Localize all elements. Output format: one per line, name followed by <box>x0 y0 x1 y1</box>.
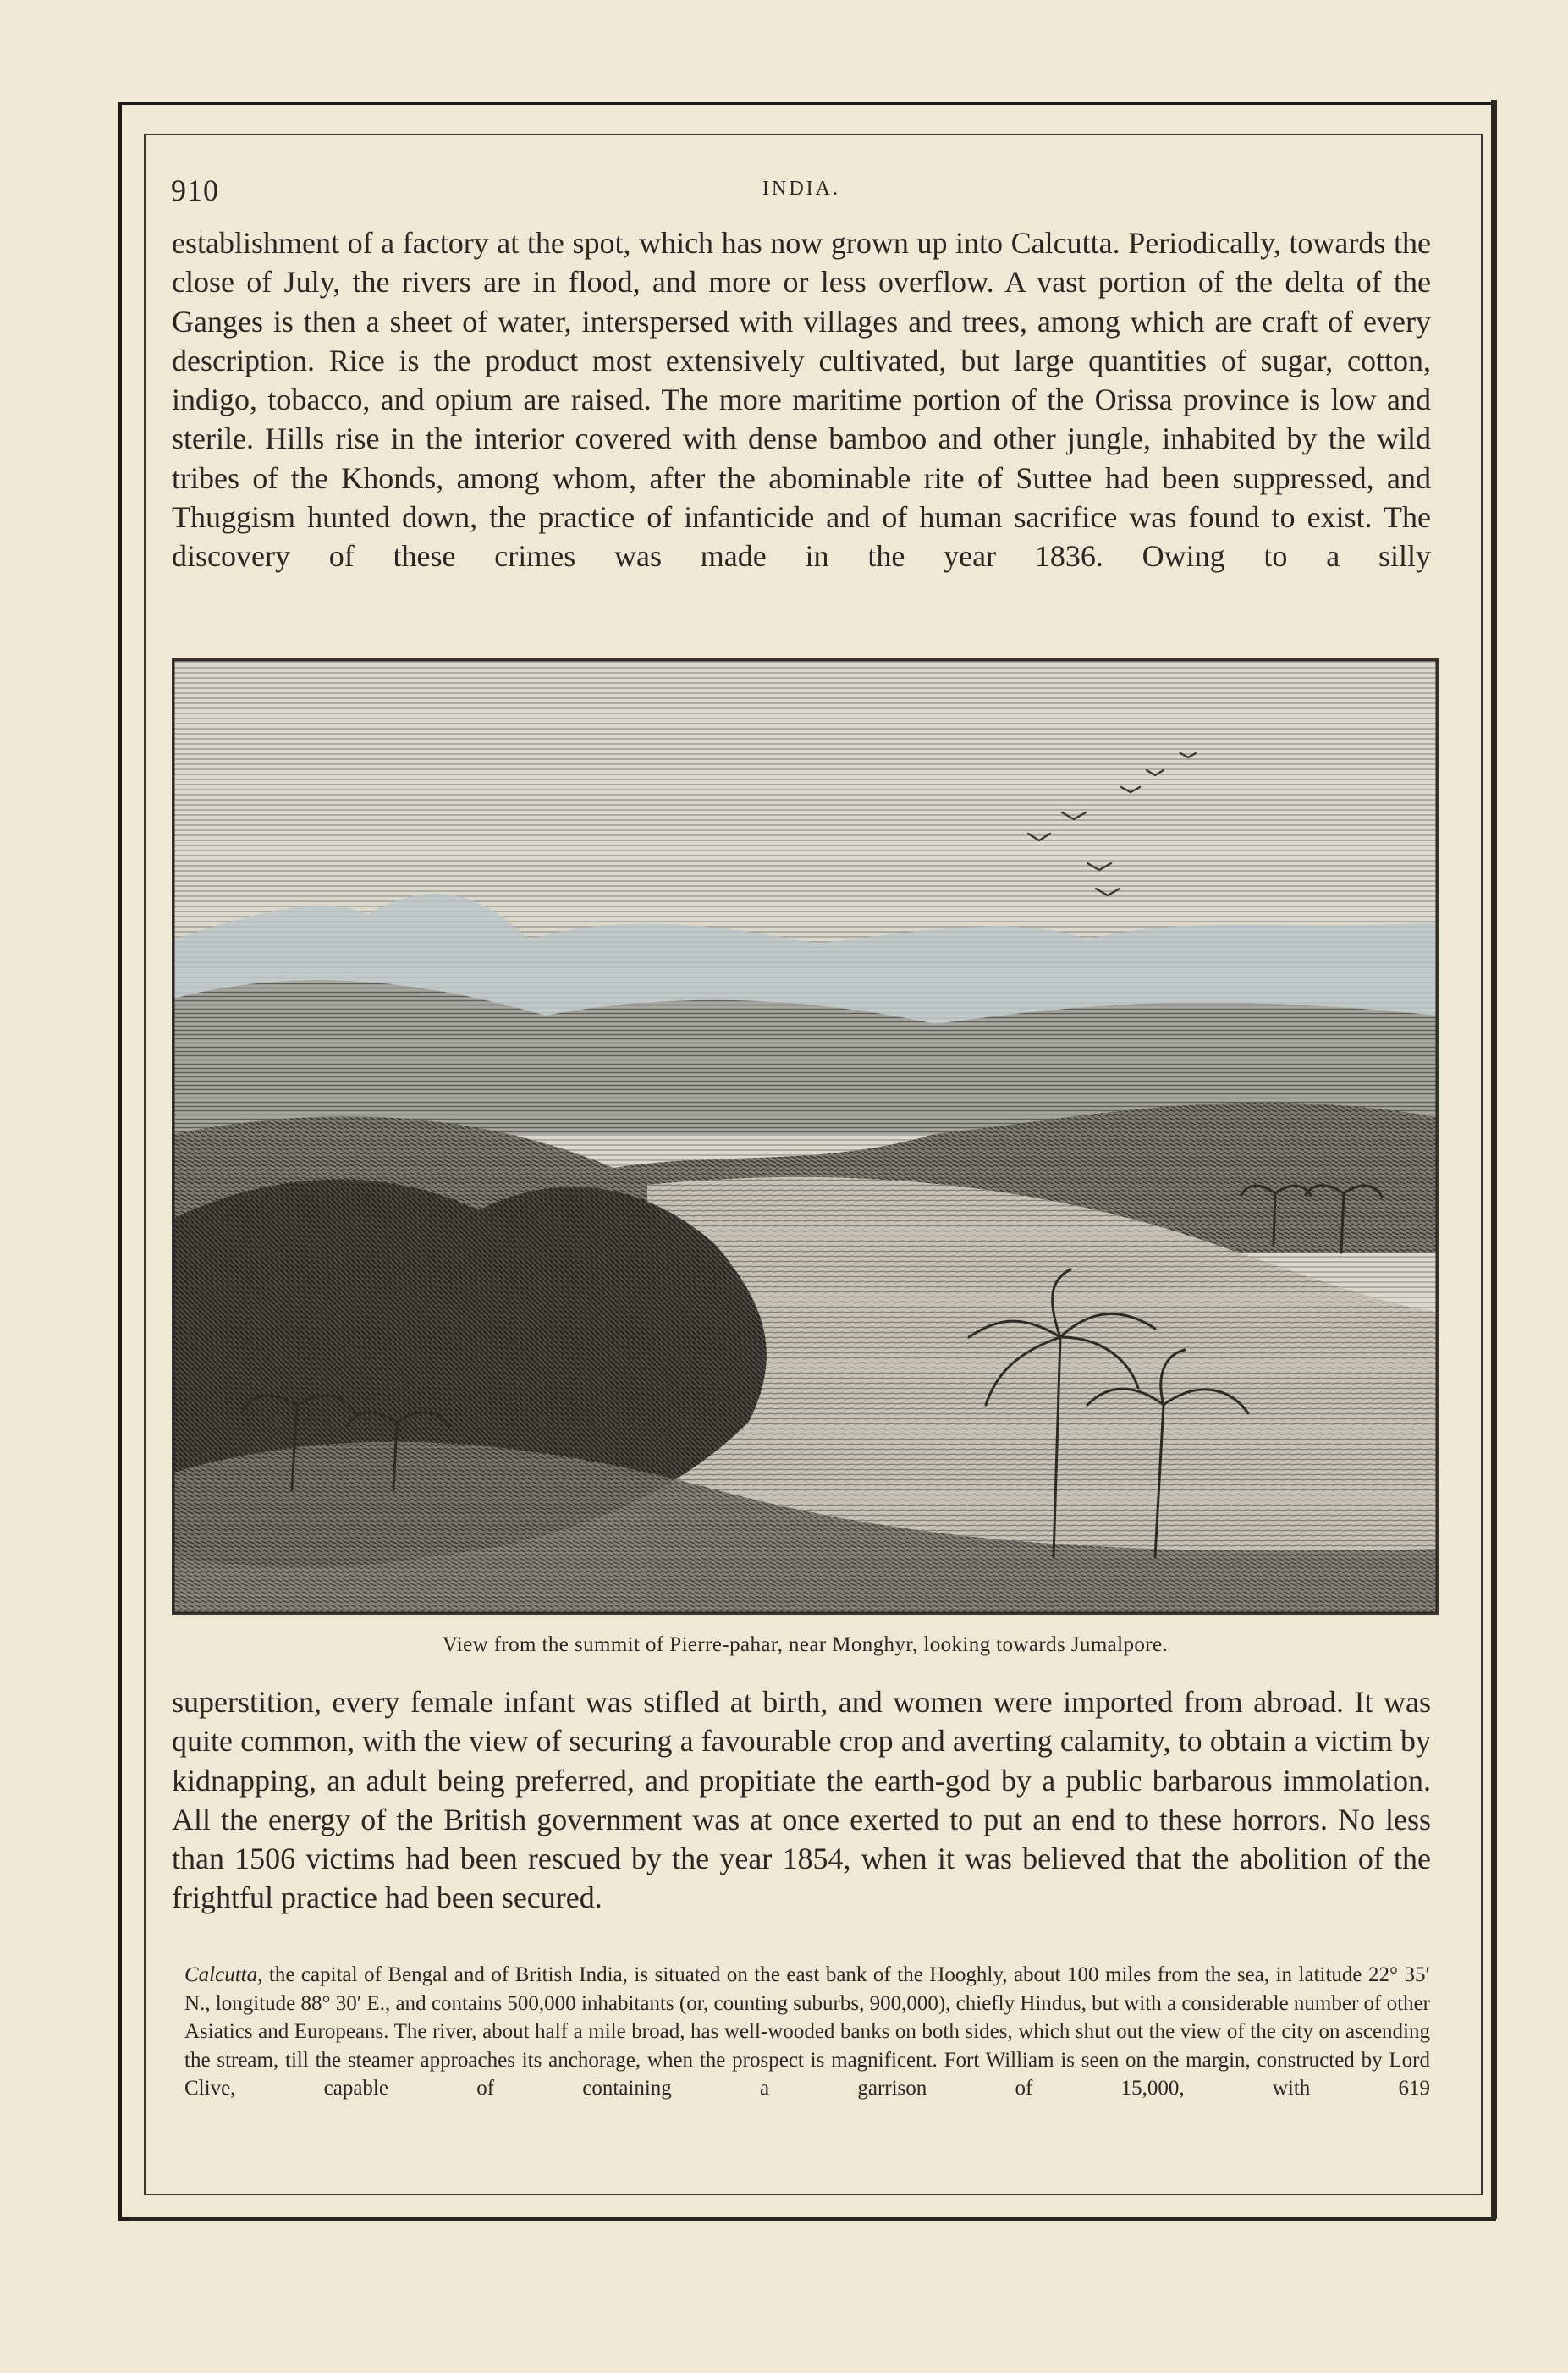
page-header <box>171 169 1432 212</box>
landscape-engraving-icon <box>173 660 1437 1613</box>
page-number: 910 <box>171 173 219 207</box>
body-paragraph-bottom: superstition, every female infant was stifled at birth, and women were imported from abroad. It was quite common, with the view of securing a favourable crop and averting calamity, to obtain a victim by kidnapping, an adult being preferred, and propitiate the earth-god by a public barbarous immolation. All the energy of the British government was at once exerted to put an end to these horrors. No less than 1506 victims had been rescued by the year 1854, when it was believed that the abolition of the frightful practice had been secured. <box>172 1685 1431 1915</box>
footnote-paragraph <box>184 1961 1430 2103</box>
body-paragraph-top: establishment of a factory at the spot, which has now grown up into Calcutta. Periodically, towards the close of July, the rivers are in flood, and more or less overflow. A vast portion of the delta of the Ganges is then a sheet of water, interspersed with villages and trees, among which are craft of every description. Rice is the product most extensively cultivated, but large quantities of sugar, cotton, indigo, tobacco, and opium are raised. The more maritime portion of the Orissa province is low and sterile. Hills rise in the interior covered with dense bamboo and other jungle, inhabited by the wild tribes of the Khonds, among whom, after the abominable rite of Suttee had been suppressed, and Thuggism hunted down, the practice of infanticide and of human sacrifice was found to exist. The discovery of these crimes was made in the year 1836. Owing to a silly <box>172 226 1431 574</box>
footnote-text: the capital of Bengal and of British India, is situated on the east bank of the Hooghly, about 100 miles from the sea, in latitude 22° 35′ N., longitude 88° 30′ E., and contains 500,000 inhabitants (or, counting suburbs, 900,000), chiefly Hindus, but with a considerable number of other Asiatics and Europeans. The river, about half a mile broad, has well-wooded banks on both sides, which shut out the view of the city on ascending the stream, till the steamer approaches its anchorage, when the prospect is magnificent. Fort William is seen on the margin, constructed by Lord Clive, capable of containing a garrison of 15,000, with 619 <box>184 1963 1430 2100</box>
landscape-figure <box>172 658 1439 1615</box>
page-frame-shadow-right <box>1491 100 1497 2219</box>
page-frame-shadow-bottom <box>129 2217 1496 2221</box>
running-title: INDIA. <box>762 178 840 200</box>
footnote-lead: Calcutta, <box>184 1963 263 1986</box>
figure-caption: View from the summit of Pierre-pahar, near Monghyr, looking towards Jumalpore. <box>442 1633 1169 1656</box>
